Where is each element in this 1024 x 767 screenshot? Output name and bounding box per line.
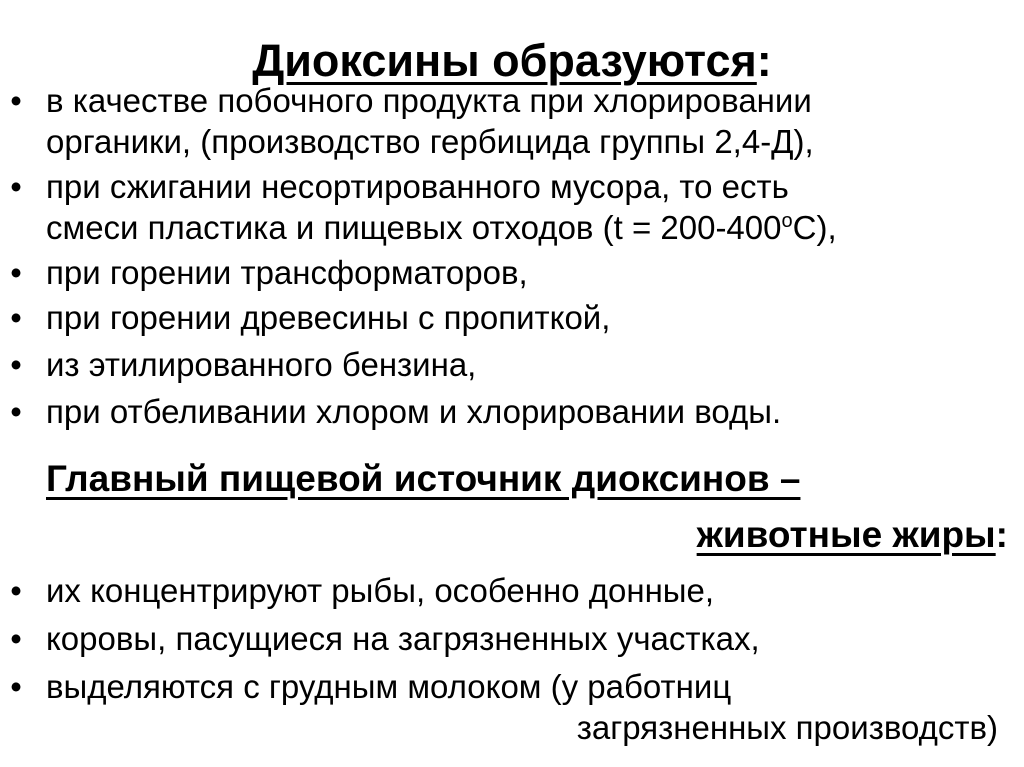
- degree-superscript: o: [781, 210, 793, 232]
- list-item-text: при сжигании несортированного мусора, то есть смеси пластика и пищевых отходов $(t = 200-400^oС)$,: [46, 168, 837, 246]
- slide-title-colon: :: [756, 35, 772, 87]
- bullet-icon: •: [10, 82, 22, 119]
- bullet-icon: •: [10, 668, 22, 705]
- bullet-icon: •: [10, 254, 22, 291]
- bullet-icon: •: [10, 168, 22, 205]
- list-item-text: в качестве побочного продукта при хлорировании органики, (производство гербицида группы 2,4-Д),: [46, 82, 814, 160]
- subheading-line-2: [697, 512, 1008, 558]
- bullet-icon: •: [10, 620, 22, 657]
- subheading-colon: :: [995, 514, 1008, 555]
- list-item-text: при горении древесины с пропиткой,: [46, 299, 611, 336]
- list-item-text: их концентрируют рыбы, особенно донные,: [46, 572, 715, 609]
- list-item-continuation: загрязненных производств): [576, 709, 998, 746]
- list-item-text: выделяются с грудным молоком (у работниц: [46, 668, 732, 705]
- list-item-text: при отбеливании хлором и хлорировании воды.: [46, 393, 782, 430]
- bullet-icon: •: [10, 393, 22, 430]
- list-item-text: из этилированного бензина,: [46, 346, 477, 383]
- bullet-icon: •: [10, 572, 22, 609]
- bullet-icon: •: [10, 299, 22, 336]
- subheading-line-1: Главный пищевой источник диоксинов –: [46, 458, 801, 499]
- bullet-icon: •: [10, 346, 22, 383]
- slide-title-text: Диоксины образуются: [252, 35, 757, 87]
- list-item-text: при горении трансформаторов,: [46, 254, 528, 291]
- list-item-text: коровы, пасущиеся на загрязненных участках,: [46, 620, 760, 657]
- subheading-emphasis: животные жиры: [696, 514, 996, 555]
